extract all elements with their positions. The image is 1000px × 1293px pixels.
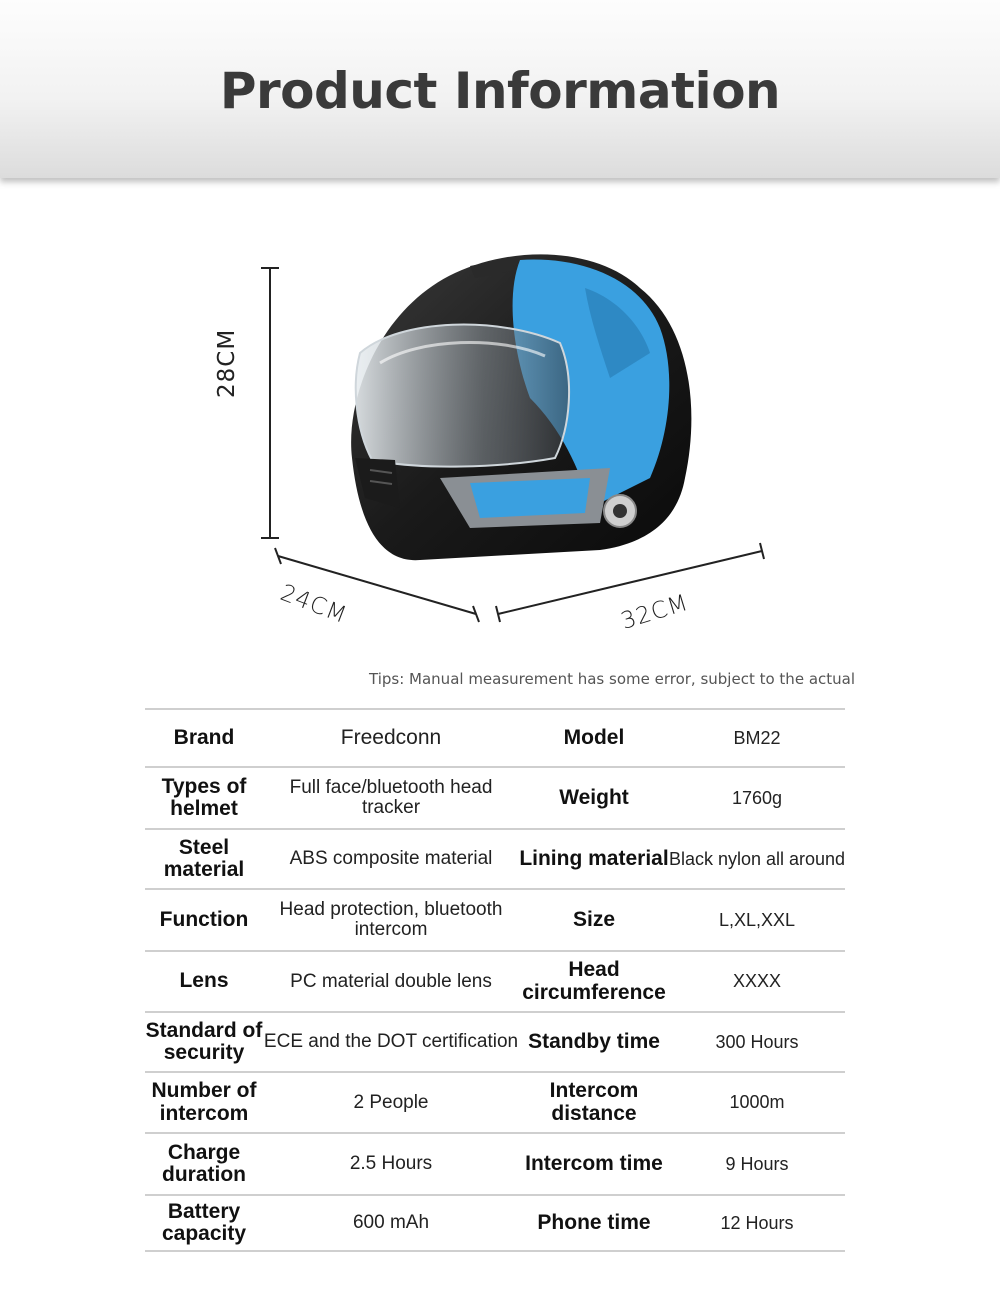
spec-value: 600 mAh [352,1212,430,1234]
spec-value: Head protection, bluetooth intercom [279,899,503,940]
spec-label: Types of helmet [161,774,247,820]
spec-label: Phone time [537,1210,651,1234]
spec-value: ABS composite material [289,848,493,870]
spec-row [145,1194,845,1252]
spec-value: PC material double lens [290,970,492,992]
spec-row [145,1132,845,1194]
spec-label: Lining material [519,846,669,870]
spec-value: L,XL,XXL [718,909,796,930]
spec-label: Intercom time [525,1151,663,1175]
measurement-tip: Tips: Manual measurement has some error, subject to the actual [369,670,855,688]
spec-row [145,888,845,950]
width-dimension-label: 32CM [618,589,692,635]
page-title: Product Information [219,62,781,120]
spec-value: XXXX [732,971,782,992]
helmet-figure [0,178,1000,648]
spec-value: 9 Hours [725,1153,789,1174]
spec-value: ECE and the DOT certification [263,1031,519,1053]
spec-value: Full face/bluetooth head tracker [289,777,493,818]
spec-value: 2 People [353,1091,429,1113]
spec-label: Size [572,907,616,931]
spec-value: Black nylon all around [668,848,846,869]
spec-label: Steel material [163,835,245,881]
spec-value: 1760g [731,787,783,808]
spec-value: 1000m [729,1092,785,1113]
helmet-illustration [0,178,1000,648]
spec-label: Charge duration [162,1140,246,1186]
spec-label: Standby time [528,1029,660,1053]
spec-label: Standard of security [145,1018,263,1064]
spec-label: Brand [173,725,235,749]
header-banner [0,0,1000,178]
spec-label: Lens [179,969,229,993]
spec-value: 2.5 Hours [349,1153,433,1175]
spec-label: Intercom distance [549,1079,639,1125]
spec-label: Model [563,725,625,749]
spec-label: Battery capacity [161,1199,247,1245]
spec-row [145,950,845,1011]
spec-value: 12 Hours [720,1212,794,1233]
spec-label: Number of intercom [151,1079,257,1125]
height-dimension-line [261,268,279,538]
helmet [351,254,691,560]
spec-value: 300 Hours [715,1031,799,1052]
spec-value: Freedconn [340,725,442,749]
spec-row [145,1011,845,1071]
spec-row [145,828,845,888]
depth-dimension-label: 24CM [276,580,351,630]
spec-row [145,708,845,766]
spec-label: Function [159,907,249,931]
height-dimension-label: 28CM [214,328,240,398]
spec-table [145,708,845,1252]
spec-row [145,766,845,828]
spec-value: BM22 [733,727,781,748]
spec-label: Head circumference [522,958,666,1004]
spec-label: Weight [559,785,629,809]
spec-row [145,1071,845,1132]
